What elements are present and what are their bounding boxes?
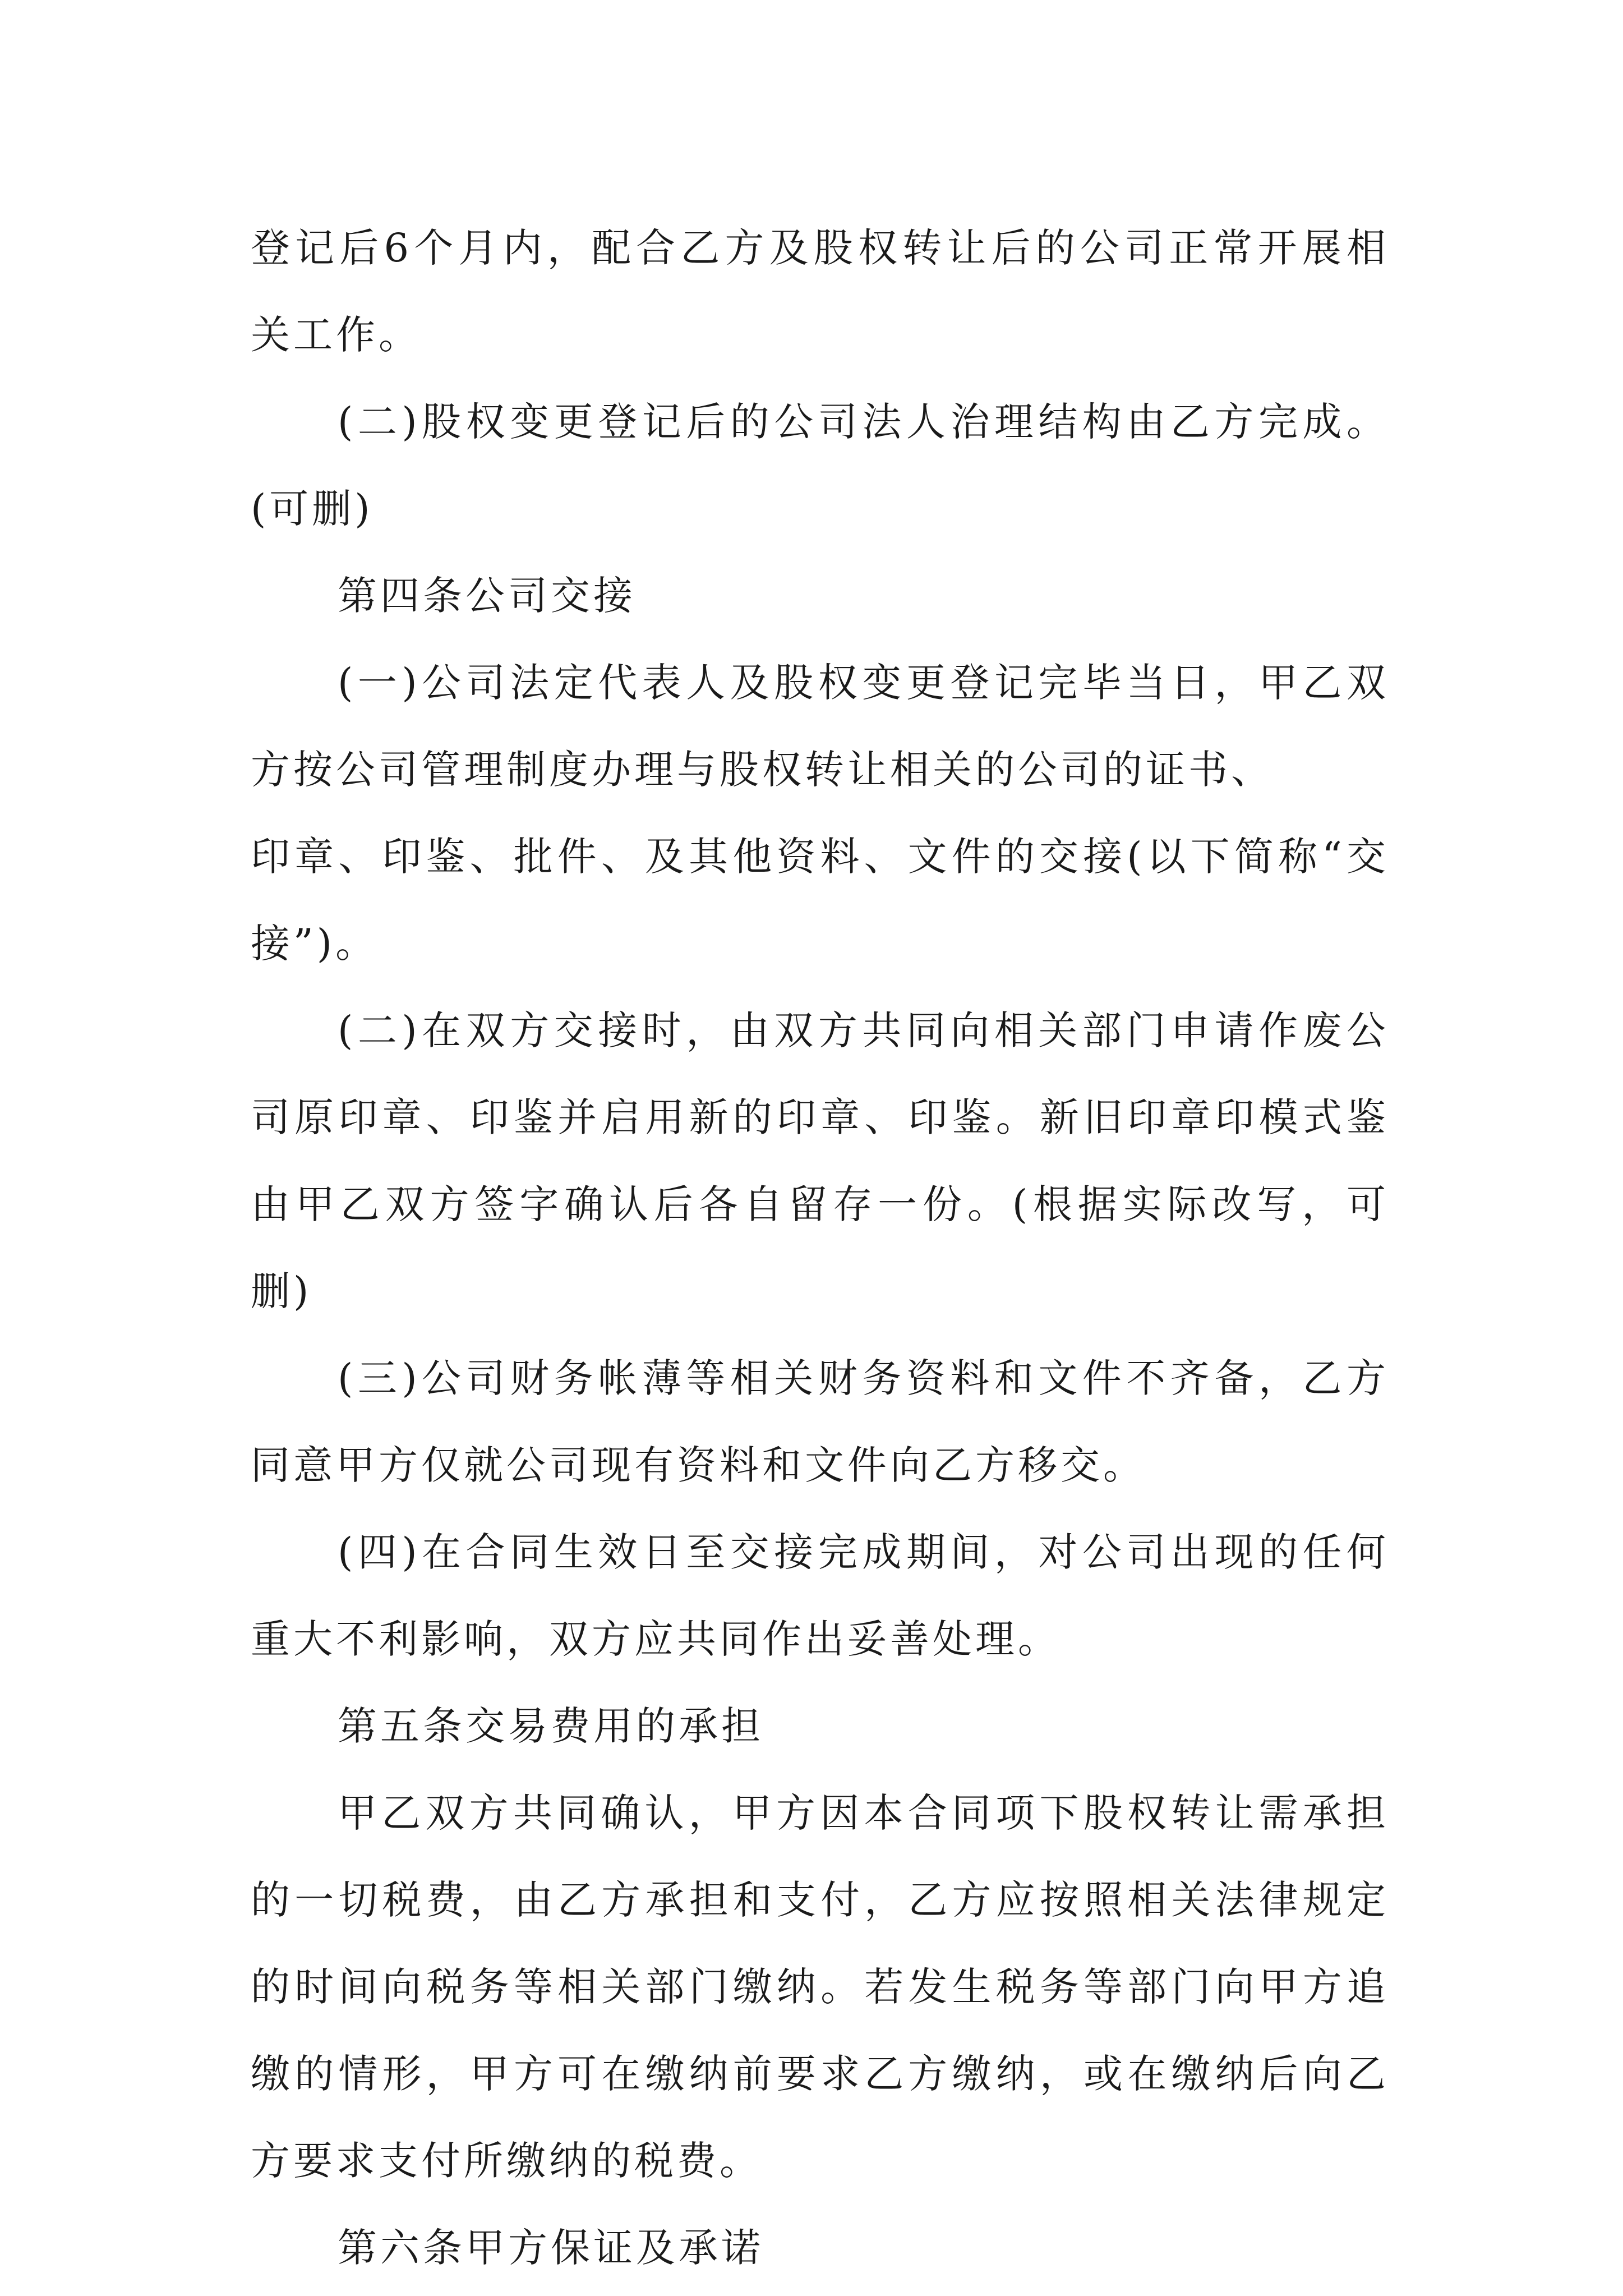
text-line: 第五条交易费用的承担 — [338, 1703, 764, 1749]
text-line: (四)在合同生效日至交接完成期间，对公司出现的任何 — [338, 1529, 1389, 1575]
text-line: 重大不利影响，双方应共同作出妥善处理。 — [251, 1616, 1061, 1662]
text-line: 甲乙双方共同确认，甲方因本合同项下股权转让需承担 — [338, 1790, 1389, 1836]
text-line: (一)公司法定代表人及股权变更登记完毕当日，甲乙双 — [338, 660, 1389, 706]
text-line: 第四条公司交接 — [338, 573, 636, 619]
text-line: (可删) — [251, 486, 374, 532]
text-line: (二)在双方交接时，由双方共同向相关部门申请作废公 — [338, 1007, 1389, 1053]
text-line: 关工作。 — [251, 312, 421, 358]
text-line: (三)公司财务帐薄等相关财务资料和文件不齐备，乙方 — [338, 1355, 1389, 1401]
text-line: 印章、印鉴、批件、及其他资料、文件的交接(以下简称“交 — [251, 834, 1389, 880]
text-line: 删) — [251, 1268, 312, 1314]
text-line: 同意甲方仅就公司现有资料和文件向乙方移交。 — [251, 1442, 1146, 1488]
text-line: (二)股权变更登记后的公司法人治理结构由乙方完成。 — [338, 399, 1389, 445]
text-line: 缴的情形，甲方可在缴纳前要求乙方缴纳，或在缴纳后向乙 — [251, 2051, 1389, 2097]
text-line: 登记后6个月内，配合乙方及股权转让后的公司正常开展相 — [251, 225, 1389, 271]
text-line: 由甲乙双方签字确认后各自留存一份。(根据实际改写，可 — [251, 1181, 1389, 1227]
text-line: 的时间向税务等相关部门缴纳。若发生税务等部门向甲方追 — [251, 1964, 1389, 2010]
text-line: 司原印章、印鉴并启用新的印章、印鉴。新旧印章印模式鉴 — [251, 1094, 1389, 1140]
text-line: 方按公司管理制度办理与股权转让相关的公司的证书、 — [251, 747, 1274, 793]
text-line: 的一切税费，由乙方承担和支付，乙方应按照相关法律规定 — [251, 1877, 1389, 1923]
text-line: 方要求支付所缴纳的税费。 — [251, 2138, 762, 2184]
text-line: 第六条甲方保证及承诺 — [338, 2225, 764, 2271]
document-body — [251, 205, 1389, 2292]
text-line: 接”)。 — [251, 921, 379, 967]
